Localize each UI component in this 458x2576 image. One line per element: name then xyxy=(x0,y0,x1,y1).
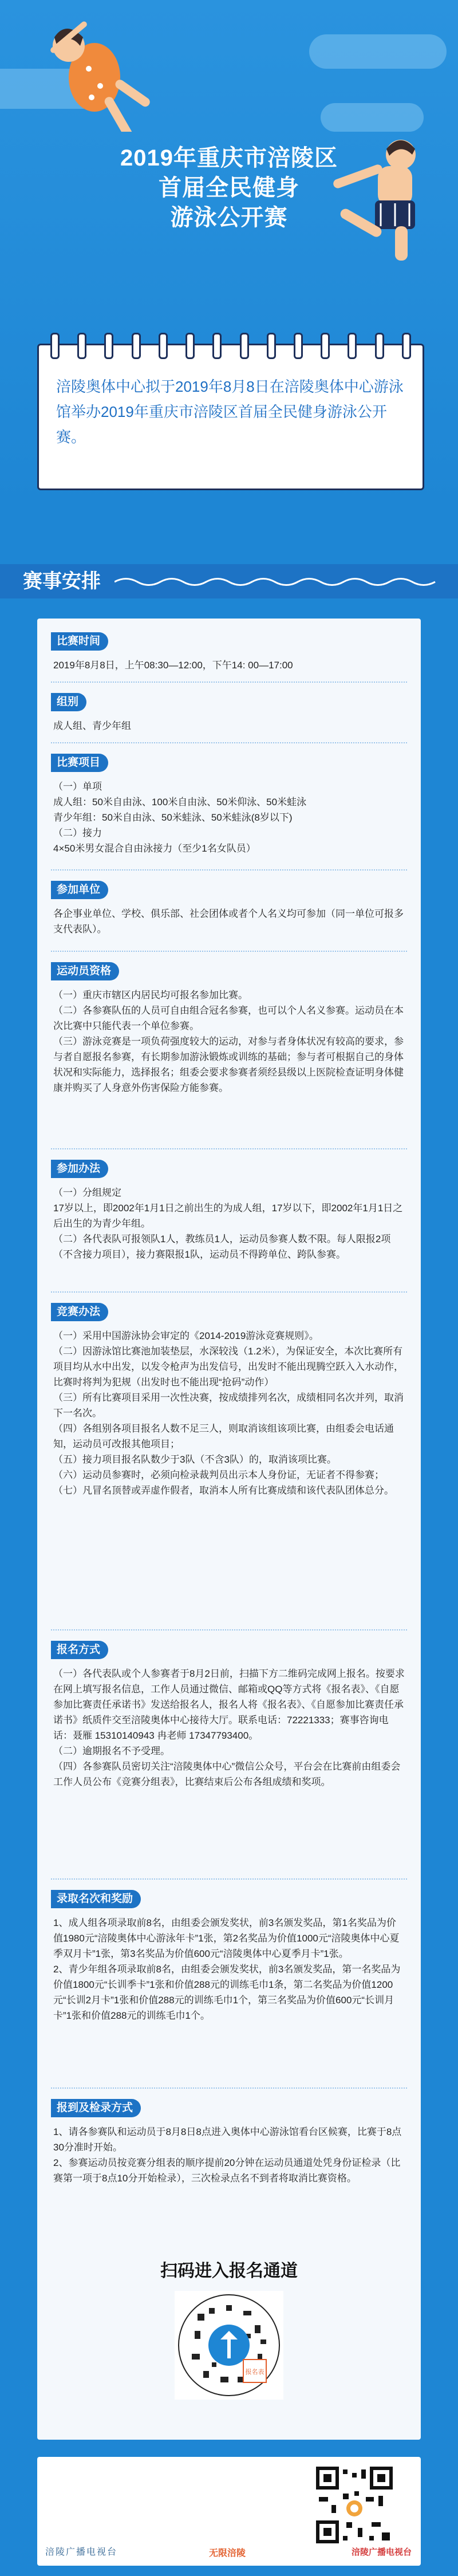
divider xyxy=(51,951,407,952)
divider xyxy=(51,742,407,743)
schedule-panel xyxy=(37,619,421,2440)
hero-title-line: 2019年重庆市涪陵区 xyxy=(120,145,338,171)
divider xyxy=(51,869,407,871)
section-checkin xyxy=(37,2099,421,2186)
section-text: 各企事业单位、学校、俱乐部、社会团体或者个人名义均可参加（同一单位可报多支代表队）。 xyxy=(53,908,404,935)
footer xyxy=(37,2457,421,2566)
section-rules xyxy=(37,1303,421,1498)
hero-banner xyxy=(0,0,458,321)
section-events xyxy=(37,754,421,856)
wave-decoration xyxy=(114,576,441,588)
section-text: （一）分组规定 17岁以上，即2002年1月1日之前出生的为成人组，17岁以下，即2002年1月1日之后出生的为青少年组。 （二）各代表队可报领队1人，教练员1人，运动员参赛人数不限。每人限报2项（不含接力项目），接力赛限报1队，运动员不得跨单位、跨队参赛。 xyxy=(53,1187,403,1260)
svg-text:报名表: 报名表 xyxy=(245,2368,264,2376)
section-tag: 参加单位 xyxy=(51,881,108,899)
notebook-rings xyxy=(50,333,411,359)
qr-title: 扫码进入报名通道 xyxy=(160,2262,298,2280)
divider xyxy=(51,1878,407,1880)
section-text: （一）单项 成人组：50米自由泳、100米自由泳、50米仰泳、50米蛙泳 青少年组：50米自由泳、50米蛙泳、50米蛙泳(8岁以下) （二）接力 4×50米男女混合自由泳接力（至少1名女队员） xyxy=(53,781,307,854)
footer-right-logo: 涪陵广播电视台 xyxy=(351,2547,412,2557)
section-header xyxy=(0,564,458,598)
section-text: （一）采用中国游泳协会审定的《2014-2019游泳竞赛规则》。 （二）因游泳馆比赛池加装垫层，水深较浅（1.2米），为保证安全，本次比赛所有项目均从水中出发，以发令枪声为出发信号，出发时不能出现腾空跃入入水动作，比赛时将判为犯规（出发时也不能出现“抢码”动作） （三）所有比赛项目采用一次性决赛，按成绩排列名次，成绩相同名次并列，取消下一名次。 （四）各组别各项目报名人数不足三人，则取消该组该项比赛，由组委会电话通知，运动员可改报其他项目； （五）接力项目报名队数少于3队（不含3队）的，取消该项比赛。 （六）运动员参赛时，必须向检录裁判员出示本人身份证，无证者不得参赛； （七）凡冒名顶替或弄虚作假者，取消本人所有比赛成绩和该代表队团体总分。 xyxy=(53,1330,404,1496)
section-title: 赛事安排 xyxy=(23,570,101,592)
intro-text: 涪陵奥体中心拟于2019年8月8日在涪陵奥体中心游泳馆举办2019年重庆市涪陵区首届全民健身游泳公开赛。 xyxy=(56,378,404,446)
hero-title xyxy=(0,143,458,233)
section-awards xyxy=(37,1890,421,2023)
section-tag: 竞赛办法 xyxy=(51,1303,108,1321)
section-group xyxy=(37,693,421,734)
divider xyxy=(51,1629,407,1630)
section-tag: 比赛项目 xyxy=(51,754,108,772)
qr-code-icon xyxy=(175,2291,283,2400)
hero-title-line: 首届全民健身 xyxy=(159,175,299,200)
hero-title-line: 游泳公开赛 xyxy=(170,205,288,230)
female-swimmer-illustration xyxy=(34,11,155,132)
section-tag: 运动员资格 xyxy=(51,962,119,980)
section-tag: 报到及检录方式 xyxy=(51,2099,141,2117)
section-tag: 比赛时间 xyxy=(51,632,108,651)
footer-middle-logo: 无限涪陵 xyxy=(209,2549,246,2558)
section-tag: 组别 xyxy=(51,693,86,711)
registration-qr-code[interactable] xyxy=(175,2291,283,2400)
section-text: 1、成人组各项录取前8名，由组委会颁发奖状，前3名颁发奖品，第1名奖品为价值1980元“涪陵奥体中心游泳年卡”1张，第2名奖品为价值1000元“涪陵奥体中心夏季双月卡”1张，第3名奖品为价值600元“涪陵奥体中心夏季月卡”1张。 2、青少年组各项录取前8名，由组委会颁发奖状，前3名颁发奖品，第一名奖品为价值1800元“长训季卡”1张和价值288元的训练毛巾1条，第二名奖品为价值1200元“长训2月卡”1张和价值288元的训练毛巾1个，第三名奖品为价值600元“长训月卡”1张和价值288元的训练毛巾1个。 xyxy=(53,1917,401,2021)
section-text: 成人组、青少年组 xyxy=(53,720,131,731)
wechat-qr-code[interactable] xyxy=(314,2465,394,2545)
footer-left-logo: 涪陵广播电视台 xyxy=(45,2547,118,2557)
qr-code-icon xyxy=(314,2465,394,2545)
section-text: （一）重庆市辖区内居民均可报名参加比赛。 （二）各参赛队伍的人员可自由组合冠名参赛，也可以个人名义参赛。运动员在本次比赛中只能代表一个单位参赛。 （三）游泳竞赛是一项负荷强度较大的运动，对参与者身体状况有较高的要求，参与者自愿报名参赛，有长期参加游泳锻炼或训练的基础；参与者可根据自己的身体状况和实际能力，选择报名；组委会要求参赛者须经县级以上医院检查证明身体健康并购买了人身意外伤害保险方能参赛。 xyxy=(53,990,404,1093)
divider xyxy=(51,1148,407,1149)
section-method xyxy=(37,1160,421,1262)
section-units xyxy=(37,881,421,937)
section-text: 1、请各参赛队和运动员于8月8日8点进入奥体中心游泳馆看台区候赛，比赛于8点30分准时开始。 2、参赛运动员按竞赛分组表的顺序提前20分钟在运动员通道处凭身份证检录（比赛第一项于8点10分开始检录），三次检录点名不到者将取消比赛资格。 xyxy=(53,2126,402,2184)
section-registration xyxy=(37,1641,421,1790)
section-tag: 录取名次和奖励 xyxy=(51,1890,141,1908)
divider xyxy=(51,2087,407,2089)
cloud-decoration xyxy=(309,34,447,69)
section-tag: 参加办法 xyxy=(51,1160,108,1178)
section-text: （一）各代表队或个人参赛者于8月2日前，扫描下方二维码完成网上报名。按要求在网上填写报名信息，工作人员通过微信、邮箱或QQ等方式将《报名表》、《自愿参加比赛责任承诺书》发送给报名人，报名人将《报名表》、《自愿参加比赛责任承诺书》纸质件交至涪陵奥体中心接待大厅。联系电话：72221333；赛事咨询电话：聂雁 15310140943 冉老师 17347793400。 （二）逾期报名不予受理。 （四）各参赛队员密切关注“涪陵奥体中心”微信公众号，平台会在比赛前由组委会工作人员公布《竞赛分组表》，比赛结束后公布各组成绩和奖项。 xyxy=(53,1668,405,1787)
cloud-decoration xyxy=(321,103,424,132)
intro-notebook-card xyxy=(37,344,424,490)
divider xyxy=(51,682,407,683)
section-text: 2019年8月8日，上午08:30—12:00，下午14: 00—17:00 xyxy=(53,660,293,671)
section-eligibility xyxy=(37,962,421,1096)
divider xyxy=(51,1291,407,1293)
section-tag: 报名方式 xyxy=(51,1641,108,1659)
section-time xyxy=(37,632,421,673)
